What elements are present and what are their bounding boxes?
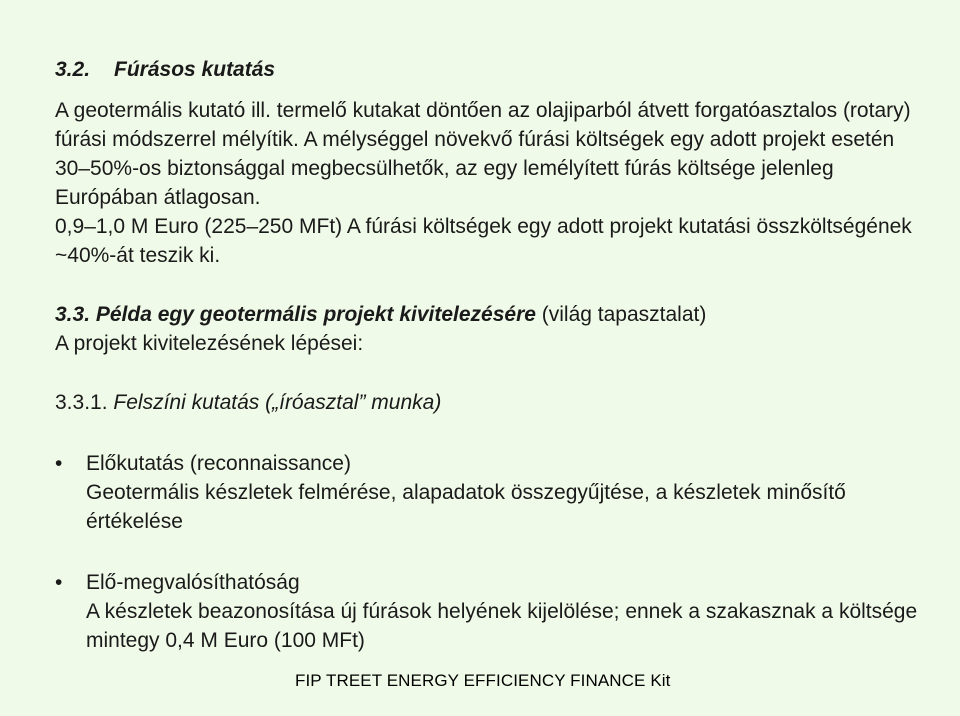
spacer [55, 358, 925, 388]
section-heading-3-3 [55, 300, 925, 329]
spacer [55, 84, 925, 96]
section-heading-3-2 [55, 55, 925, 84]
section-title: Példa egy geotermális projekt kivitelezésére [95, 303, 536, 326]
section-number: 3.3. [55, 303, 91, 326]
bullet-icon: • [55, 452, 63, 475]
bullet-icon: • [55, 571, 63, 594]
section-number: 3.2. [55, 58, 91, 81]
bullet-item-reconnaissance [55, 449, 925, 536]
section-heading-3-3-1 [55, 388, 925, 417]
bullet-text: Geotermális készletek felmérése, alapadatok összegyűjtése, a készletek minősítő értékelése [86, 481, 846, 533]
footer-text: FIP TREET ENERGY EFFICIENCY FINANCE Kit [295, 671, 671, 690]
paragraph-drilling-methods: A geotermális kutató ill. termelő kutakat döntően az olajiparból átvett forgatóasztalos (rotary) fúrási módszerrel mélyítik. A mélységgel növekvő fúrási költségek egy adott projekt esetén 30–50%-os biztonsággal megbecsülhetők, az egy lemélyített fúrás költsége jelenleg Európában átlagosan. [55, 99, 911, 209]
section-title: Felszíni kutatás („íróasztal” munka) [113, 391, 442, 414]
section-title: Fúrásos kutatás [114, 58, 276, 81]
bullet-title: Előkutatás (reconnaissance) [86, 452, 351, 475]
bullet-text: A készletek beazonosítása új fúrások helyének kijelölése; ennek a szakasznak a költsége mintegy 0,4 M Euro (100 MFt) [86, 600, 918, 652]
section-title-suffix: (világ tapasztalat) [541, 303, 707, 326]
bullet-item-prefeasibility [55, 568, 925, 655]
spacer [55, 536, 925, 568]
spacer [55, 417, 925, 449]
section-number: 3.3.1. [55, 391, 108, 414]
bullet-title: Elő-megvalósíthatóság [86, 571, 300, 594]
section-subtitle: A projekt kivitelezésének lépései: [55, 332, 364, 355]
paragraph-drilling-costs: 0,9–1,0 M Euro (225–250 MFt) A fúrási költségek egy adott projekt kutatási összköltségének ~40%-át teszik ki. [55, 215, 912, 267]
slide-content [55, 55, 925, 655]
spacer [55, 270, 925, 300]
